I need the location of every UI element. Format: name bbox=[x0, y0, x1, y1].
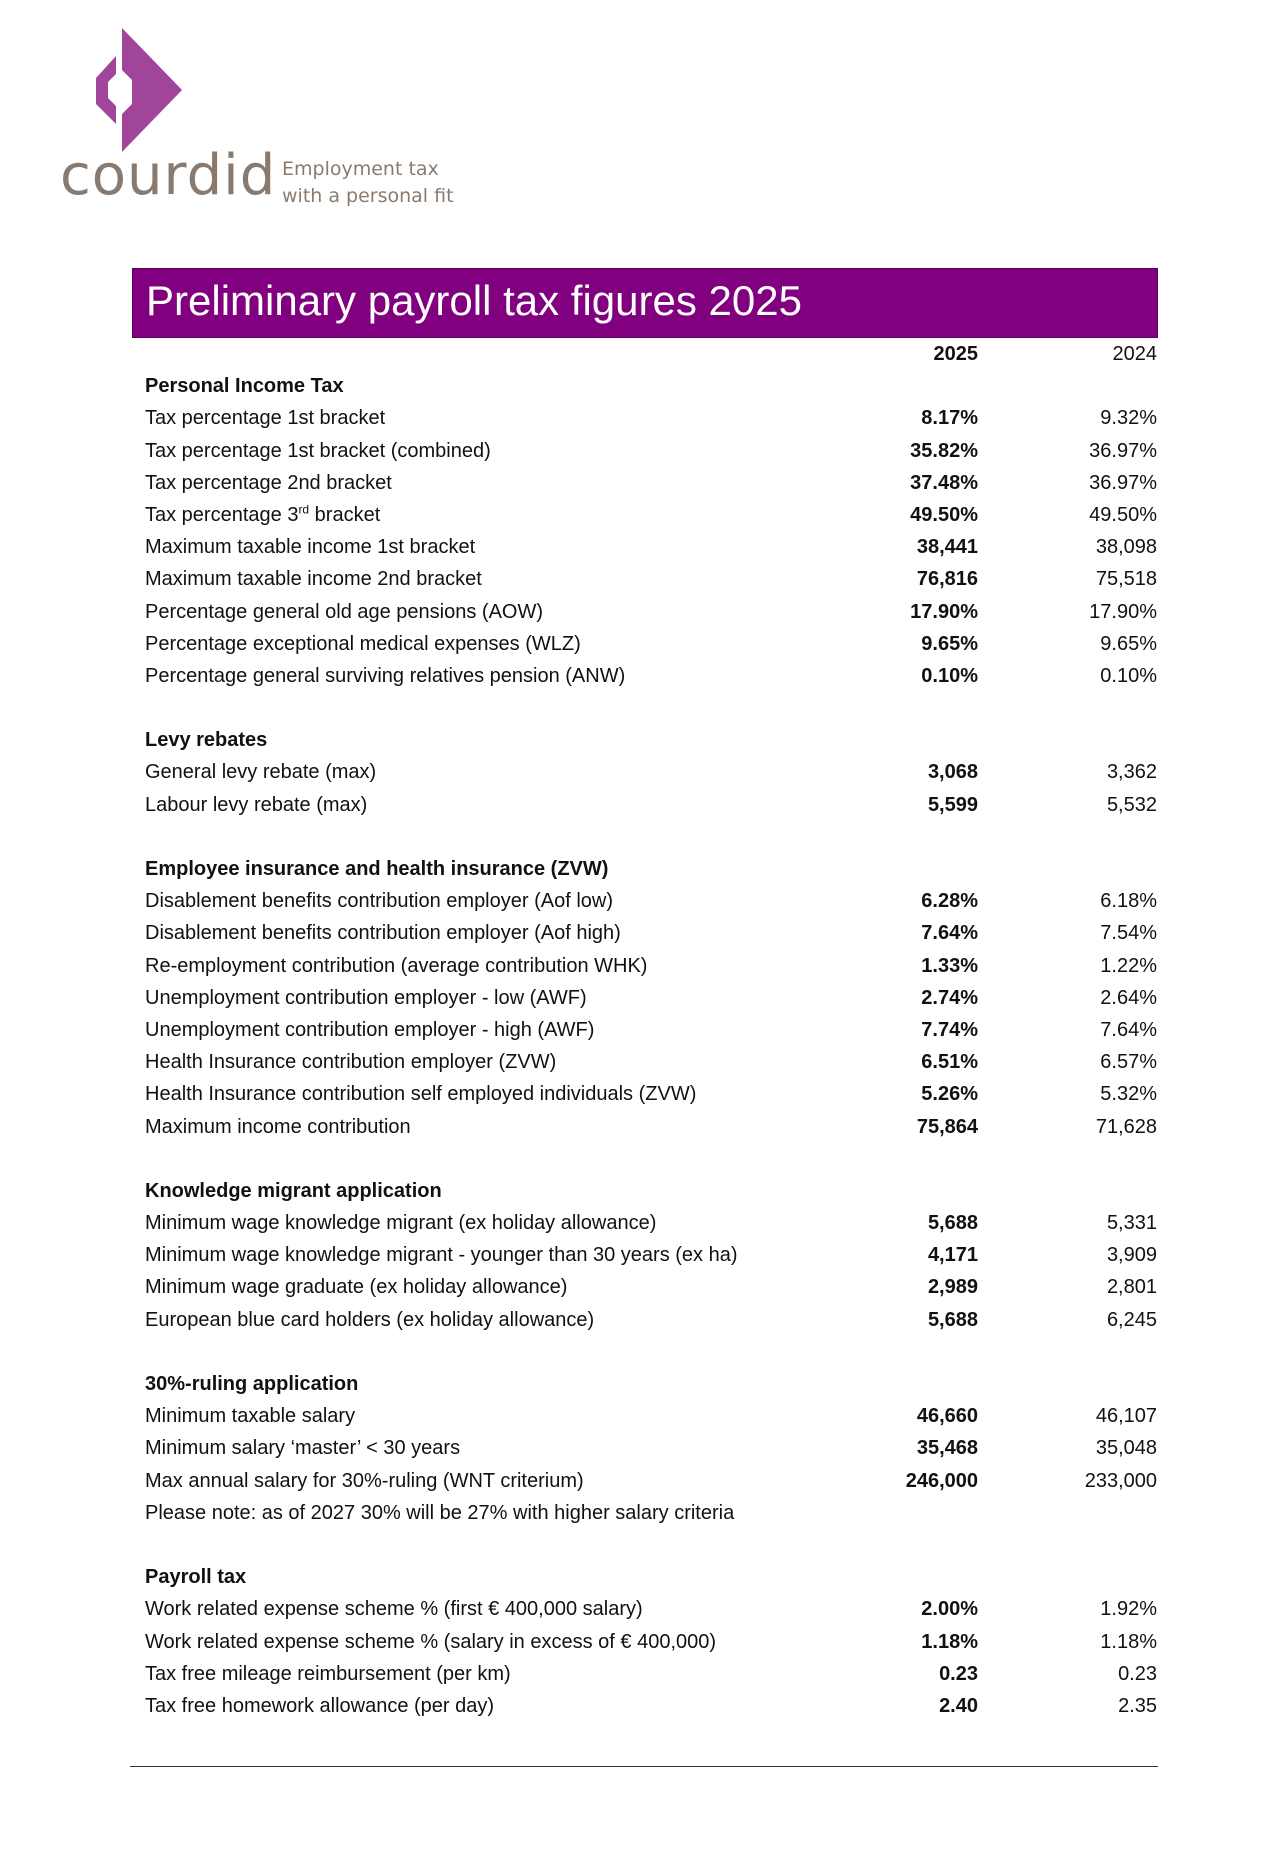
value-2024: 0.23 bbox=[1118, 1662, 1157, 1685]
row-label: Labour levy rebate (max) bbox=[145, 793, 368, 816]
value-2025: 6.28% bbox=[921, 890, 978, 913]
value-2024: 9.32% bbox=[1100, 407, 1157, 430]
value-2025: 2.00% bbox=[921, 1598, 978, 1621]
value-2024: 6,245 bbox=[1106, 1308, 1157, 1331]
row-label-text: Tax percentage 3 bbox=[145, 503, 299, 526]
value-2025: 46,660 bbox=[916, 1405, 978, 1428]
row-label: Health Insurance contribution self employed individuals (ZVW) bbox=[145, 1083, 697, 1106]
value-2025: 0.10% bbox=[921, 664, 978, 687]
value-2024: 71,628 bbox=[1095, 1115, 1157, 1138]
row-label: Tax percentage 2nd bracket bbox=[145, 471, 392, 494]
value-2024: 1.92% bbox=[1100, 1598, 1157, 1621]
value-2024: 5.32% bbox=[1100, 1083, 1157, 1106]
row-label: Work related expense scheme % (salary in excess of € 400,000) bbox=[145, 1630, 717, 1653]
section-spacer bbox=[145, 1336, 1157, 1368]
value-2024: 7.54% bbox=[1100, 922, 1157, 945]
column-header-row bbox=[145, 338, 1157, 370]
tax-figures-table bbox=[145, 338, 1157, 1722]
value-2024: 3,362 bbox=[1106, 761, 1157, 784]
tagline-line-1: Employment tax bbox=[282, 158, 439, 180]
value-2024: 17.90% bbox=[1089, 600, 1157, 623]
row-label: Maximum taxable income 2nd bracket bbox=[145, 568, 482, 591]
row-label: Minimum taxable salary bbox=[145, 1405, 356, 1428]
table-row bbox=[145, 1432, 1157, 1464]
tagline-line-2: with a personal fit bbox=[282, 185, 454, 207]
column-header-2025: 2025 bbox=[933, 343, 978, 365]
value-2024: 2.35 bbox=[1118, 1694, 1157, 1717]
table-row bbox=[145, 499, 1157, 531]
row-label: Minimum wage knowledge migrant (ex holiday allowance) bbox=[145, 1212, 657, 1235]
row-label: General levy rebate (max) bbox=[145, 761, 377, 784]
row-label: Minimum salary ‘master’ < 30 years bbox=[145, 1437, 461, 1460]
footer-divider bbox=[130, 1766, 1158, 1767]
row-label: Percentage general surviving relatives pension (ANW) bbox=[145, 664, 626, 687]
row-label-text: bracket bbox=[309, 503, 381, 526]
section-header-row bbox=[145, 370, 1157, 402]
table-row bbox=[145, 1207, 1157, 1239]
value-2024: 5,331 bbox=[1106, 1212, 1157, 1235]
section-header-row bbox=[145, 1561, 1157, 1593]
table-row bbox=[145, 402, 1157, 434]
value-2025: 75,864 bbox=[916, 1115, 978, 1138]
value-2025: 1.33% bbox=[921, 954, 978, 977]
table-row bbox=[145, 885, 1157, 917]
section-spacer bbox=[145, 1529, 1157, 1561]
value-2024: 36.97% bbox=[1089, 439, 1157, 462]
value-2025: 0.23 bbox=[939, 1662, 978, 1685]
table-row bbox=[145, 1078, 1157, 1110]
value-2025: 2.74% bbox=[921, 986, 978, 1009]
section-header-row bbox=[145, 724, 1157, 756]
table-row bbox=[145, 1400, 1157, 1432]
section-header-row bbox=[145, 853, 1157, 885]
row-label: Tax free homework allowance (per day) bbox=[145, 1694, 495, 1717]
row-label: Minimum wage graduate (ex holiday allowance) bbox=[145, 1276, 568, 1299]
table-row bbox=[145, 1046, 1157, 1078]
row-label: Maximum income contribution bbox=[145, 1115, 411, 1138]
row-label: Work related expense scheme % (first € 400,000 salary) bbox=[145, 1598, 643, 1621]
table-row bbox=[145, 596, 1157, 628]
value-2025: 3,068 bbox=[927, 761, 978, 784]
value-2024: 46,107 bbox=[1095, 1405, 1157, 1428]
column-header-2024: 2024 bbox=[1112, 343, 1157, 365]
section-spacer bbox=[145, 692, 1157, 724]
value-2025: 7.64% bbox=[921, 922, 978, 945]
row-label: Maximum taxable income 1st bracket bbox=[145, 536, 476, 559]
value-2024: 1.22% bbox=[1100, 954, 1157, 977]
table-row bbox=[145, 467, 1157, 499]
value-2024: 9.65% bbox=[1100, 632, 1157, 655]
section-title: 30%-ruling application bbox=[145, 1373, 359, 1395]
value-2024: 0.10% bbox=[1100, 664, 1157, 687]
value-2024: 233,000 bbox=[1084, 1469, 1157, 1492]
title-banner bbox=[132, 268, 1158, 338]
section-header-row bbox=[145, 1175, 1157, 1207]
table-row bbox=[145, 982, 1157, 1014]
value-2025: 2.40 bbox=[939, 1694, 978, 1717]
value-2024: 2.64% bbox=[1100, 986, 1157, 1009]
table-row bbox=[145, 1626, 1157, 1658]
section-header-row bbox=[145, 1368, 1157, 1400]
value-2025: 5.26% bbox=[921, 1083, 978, 1106]
row-label: Percentage general old age pensions (AOW) bbox=[145, 600, 544, 623]
section-spacer bbox=[145, 821, 1157, 853]
row-label: Tax percentage 1st bracket bbox=[145, 407, 386, 430]
row-label: Please note: as of 2027 30% will be 27% with higher salary criteria bbox=[145, 1501, 735, 1524]
value-2024: 2,801 bbox=[1106, 1276, 1157, 1299]
value-2024: 6.57% bbox=[1100, 1051, 1157, 1074]
value-2024: 35,048 bbox=[1095, 1437, 1157, 1460]
section-spacer bbox=[145, 1143, 1157, 1175]
table-row bbox=[145, 1690, 1157, 1722]
table-row bbox=[145, 789, 1157, 821]
table-row bbox=[145, 1014, 1157, 1046]
value-2025: 38,441 bbox=[916, 536, 978, 559]
section-title: Employee insurance and health insurance (ZVW) bbox=[145, 858, 609, 880]
table-row bbox=[145, 660, 1157, 692]
row-label: Minimum wage knowledge migrant - younger than 30 years (ex ha) bbox=[145, 1244, 738, 1267]
value-2024: 7.64% bbox=[1100, 1018, 1157, 1041]
page-title: Preliminary payroll tax figures 2025 bbox=[146, 277, 802, 324]
row-label: Tax percentage 1st bracket (combined) bbox=[145, 439, 491, 462]
table-row bbox=[145, 628, 1157, 660]
value-2024: 38,098 bbox=[1095, 536, 1157, 559]
row-label: Tax free mileage reimbursement (per km) bbox=[145, 1662, 511, 1685]
value-2025: 2,989 bbox=[927, 1276, 978, 1299]
table-row bbox=[145, 531, 1157, 563]
table-row bbox=[145, 1239, 1157, 1271]
value-2024: 6.18% bbox=[1100, 890, 1157, 913]
brand-name: courdid bbox=[60, 143, 277, 208]
value-2025: 8.17% bbox=[921, 407, 978, 430]
row-label bbox=[145, 499, 380, 531]
value-2025: 17.90% bbox=[910, 600, 978, 623]
row-label: Health Insurance contribution employer (ZVW) bbox=[145, 1051, 557, 1074]
section-title: Payroll tax bbox=[145, 1566, 247, 1589]
value-2025: 5,599 bbox=[927, 793, 978, 816]
row-label: Re-employment contribution (average contribution WHK) bbox=[145, 954, 648, 977]
table-row bbox=[145, 1658, 1157, 1690]
row-label: Unemployment contribution employer - high (AWF) bbox=[145, 1018, 595, 1041]
row-label: Max annual salary for 30%-ruling (WNT criterium) bbox=[145, 1469, 584, 1492]
row-label: Disablement benefits contribution employer (Aof high) bbox=[145, 922, 621, 945]
table-row bbox=[145, 563, 1157, 595]
row-label-superscript: rd bbox=[298, 502, 310, 517]
courdid-logo bbox=[60, 28, 460, 208]
table-row bbox=[145, 1497, 1157, 1529]
table-row bbox=[145, 1465, 1157, 1497]
table-row bbox=[145, 917, 1157, 949]
table-row bbox=[145, 1593, 1157, 1625]
value-2024: 75,518 bbox=[1095, 568, 1157, 591]
value-2025: 5,688 bbox=[927, 1212, 978, 1235]
value-2025: 35.82% bbox=[910, 439, 978, 462]
value-2025: 246,000 bbox=[905, 1469, 978, 1492]
value-2025: 9.65% bbox=[921, 632, 978, 655]
value-2025: 35,468 bbox=[916, 1437, 978, 1460]
row-label: Percentage exceptional medical expenses (WLZ) bbox=[145, 632, 581, 655]
table-row bbox=[145, 1111, 1157, 1143]
table-row bbox=[145, 756, 1157, 788]
value-2025: 37.48% bbox=[910, 471, 978, 494]
value-2025: 76,816 bbox=[916, 568, 978, 591]
value-2025: 49.50% bbox=[910, 503, 978, 526]
row-label: Unemployment contribution employer - low (AWF) bbox=[145, 986, 587, 1009]
value-2024: 36.97% bbox=[1089, 471, 1157, 494]
value-2024: 3,909 bbox=[1106, 1244, 1157, 1267]
brand-tagline bbox=[282, 156, 454, 210]
value-2024: 1.18% bbox=[1100, 1630, 1157, 1653]
value-2025: 4,171 bbox=[927, 1244, 978, 1267]
value-2025: 1.18% bbox=[921, 1630, 978, 1653]
table-row bbox=[145, 1271, 1157, 1303]
table-row bbox=[145, 435, 1157, 467]
table-row bbox=[145, 950, 1157, 982]
table-row bbox=[145, 1304, 1157, 1336]
row-label: European blue card holders (ex holiday allowance) bbox=[145, 1308, 595, 1331]
courdid-logo-icon bbox=[78, 28, 198, 160]
value-2025: 6.51% bbox=[921, 1051, 978, 1074]
row-label: Disablement benefits contribution employer (Aof low) bbox=[145, 890, 613, 913]
value-2025: 7.74% bbox=[921, 1018, 978, 1041]
section-title: Knowledge migrant application bbox=[145, 1179, 442, 1202]
value-2025: 5,688 bbox=[927, 1308, 978, 1331]
section-title: Levy rebates bbox=[145, 729, 268, 752]
section-title: Personal Income Tax bbox=[145, 375, 344, 398]
value-2024: 5,532 bbox=[1106, 793, 1157, 816]
value-2024: 49.50% bbox=[1089, 503, 1157, 526]
